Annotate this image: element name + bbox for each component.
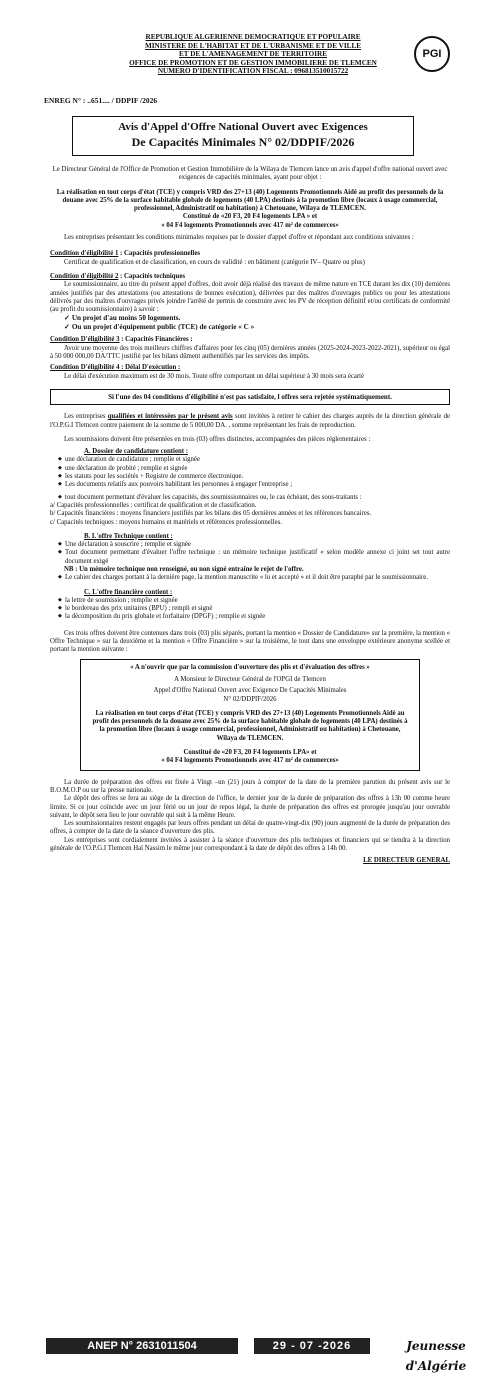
- submissions-paragraph: Les soumissions doivent être présentées en trois (03) offres distinctes, accompagnées des pièces réglementaires :: [64, 435, 371, 443]
- closing-paragraph: Les entreprises sont cordialement invitées à assister à la séance d'ouverture des plis techniques et financiers qui se tiendra à la direction générale de l'O.P.G.I Tlemcen Haï Nassim le même jour correspondant à la date de dépôt des offres à 14h 00.: [50, 836, 450, 852]
- list-item: ◆ Les documents relatifs aux pouvoirs habilitant les personnes à engager l'entreprise ;: [58, 481, 450, 489]
- notice-title-box: [72, 116, 414, 156]
- letterhead-line: OFFICE DE PROMOTION ET DE GESTION IMMOBILIERE DE TLEMCEN: [129, 58, 377, 67]
- condition-1-text: Certificat de qualification et de classification, en cours de validité : en bâtiment (catégorie IV– Quatre ou plus): [64, 258, 365, 266]
- newspaper-logo: Jeunesse d'Algérie: [405, 1339, 467, 1373]
- closing-paragraph: Les soumissionnaires restent engagés par leurs offres pendant un délai de quatre-vingt-dix (90) jours augmenté de la durée de préparation des offres, à compter de la date de la séance d'ouverture des plis.: [50, 820, 450, 836]
- publication-footer: [40, 1336, 490, 1373]
- letterhead-line: NUMERO D'IDENTIFICATION FISCAL : 096813510015722: [157, 67, 349, 76]
- invitation-post: sont invitées à retirer le cahier des charges auprès de la direction générale de l'O.P.G.I Tlemcen contre paiement de la somme de 5 000,00 DA. , somme représentant les frais de reproduction.: [50, 413, 451, 429]
- section-a-heading: A. Dossier de candidature contient :: [84, 448, 188, 456]
- letterhead-line: REPUBLIQUE ALGERIENNE DEMOCRATIQUE ET POPULAIRE: [145, 33, 361, 41]
- technical-note: NB : Un mémoire technique non renseigné, ou non signé entraîne le rejet de l'offre.: [64, 565, 304, 573]
- closing-paragraph: Le dépôt des offres se fera au siège de la direction de l'office, le dernier jour de la durée de préparation des offres à 13h 00 comme heure limite. Si ce jour coïncide avec un jour férié ou un jour de repos légal, la durée de préparation des offres est prorogée jusqu'au jour ouvrable suivant, le dépôt sera lieu le jour ouvrable qui suit à la même Heure.: [50, 795, 450, 819]
- object-line3: « 04 F4 logements Promotionnels avec 417 m² de commerces»: [161, 221, 339, 229]
- notice-title: Avis d'Appel d'Offre National Ouvert avec Exigences: [118, 121, 368, 133]
- notice-body: [50, 166, 450, 866]
- condition-3-text: Avoir une moyenne des trois meilleurs chiffres d'affaires pour les cinq (05) dernières années (2025-2024-2023-2022-2021), supérieur ou égal à 50 000 000,00 DA/TTC justifié par les bilans dûment authentifiés par les services des impôts.: [50, 344, 450, 361]
- condition-2-label: Condition d'éligibilité 2: [50, 272, 119, 280]
- capacity-a: a/ Capacités professionnelles : certificat de qualification et de classification.: [50, 501, 257, 509]
- section-b-list-2: [50, 574, 450, 582]
- condition-4-text: Le délai d'exécution maximum est de 30 mois. Toute offre comportant un délai supérieur à 30 mois sera écarté: [64, 372, 365, 380]
- notice-number: De Capacités Minimales N° 02/DDPIF/2026: [131, 135, 355, 149]
- condition-3-heading: [50, 336, 450, 344]
- rejection-warning-box: Si l'une des 04 conditions d'éligibilité n'est pas satisfaite, l offres sera rejetée systématiquement.: [50, 389, 450, 405]
- condition-2-heading: [50, 273, 450, 281]
- capacity-c: c/ Capacités techniques : moyens humains et matériels et références professionnelles.: [50, 518, 282, 526]
- invitation-paragraph: [50, 413, 450, 430]
- envelope-label-line: « A n'ouvrir que par la commission d'ouverture des plis et d'évaluation des offres »: [130, 663, 370, 671]
- list-item: ◆ Le cahier des charges portant à la dernière page, la mention manuscrite « lu et accepté » et il doit être paraphé par le soumissionnaire.: [58, 574, 450, 582]
- envelope-label-line: « 04 F4 logements Promotionnels avec 417 m² de commerces»: [161, 757, 339, 765]
- letterhead-line: MINISTERE DE L'HABITAT ET DE L'URBANISME ET DE VILLE: [144, 41, 362, 50]
- registration-number: ENREG N° : ..651.... / DDPIF /2026: [44, 96, 158, 105]
- condition-2-check-1: ✓ Un projet d'au moins 50 logements.: [64, 314, 181, 323]
- condition-3-title: : Capacités Financières :: [119, 336, 193, 344]
- letterhead-line: ET DE L'AMENAGEMENT DE TERRITOIRE: [178, 50, 328, 59]
- envelope-label-box: [80, 659, 420, 771]
- invitation-emphasis: qualifiées et intéressées par le présent avis: [107, 413, 233, 421]
- section-a-list: [50, 456, 450, 489]
- publication-date: 29 - 07 -2026: [254, 1338, 370, 1354]
- capacity-b: b/ Capacités financières : moyens financiers justifiés par les bilans des 05 dernières années et les références bancaires.: [50, 510, 372, 518]
- condition-1-label: Condition d'éligibilité 1: [50, 250, 119, 258]
- conditions-intro: Les entreprises présentant les conditions minimales requises par le dossier d'appel d'offre et répondant aux conditions suivantes :: [64, 234, 414, 242]
- condition-2-text: Le soumissionnaire, au titre du présent appel d'offres, doit avoir déjà réalisé des travaux de même nature en TCE durant les dix (10) dernières années justifiés par des attestations (ou attestations de bonnes exécution), délivrées par des maîtres d'ouvrages publics ou pour les attestations délivrés par des maîtres d'ouvrages privés joindre l'arrêté de permis de construire avec les PV de réception définitif et/ou certificats de conformité (au profit du soumissionnaire) à savoir :: [50, 281, 450, 314]
- envelope-label-line: A Monsieur le Directeur Général de l'OPGI de Tlemcen: [174, 675, 326, 683]
- opgi-logo: PGI: [414, 36, 450, 72]
- list-item: ◆ Une déclaration à souscrire ; remplie et signée: [58, 541, 450, 549]
- list-item: ◆ la lettre de soumission ; remplie et signée: [58, 597, 450, 605]
- condition-2-check-2: ✓ Ou un projet d'équipement public (TCE) de catégorie « C »: [64, 323, 255, 332]
- envelope-label-line: N° 02/DDPIF/2026: [223, 695, 277, 703]
- section-a-list-2: [50, 494, 450, 502]
- section-c-list: [50, 597, 450, 622]
- list-item: ◆ la décomposition du prix globale et forfaitaire (DPGF) ; remplie et signée: [58, 613, 450, 621]
- intro-paragraph: Le Directeur Général de l'Office de Promotion et Gestion Immobilière de la Wilaya de Tlemcen lance un avis d'appel d'offre national ouvert avec exigences de capacités minimales, ayant pour objet :: [52, 166, 448, 182]
- object-line2: Constitué de «20 F3, 20 F4 logements LPA » et: [182, 213, 318, 221]
- letterhead: [88, 33, 418, 76]
- anep-number: ANEP N° 2631011504: [46, 1338, 238, 1354]
- condition-2-title: : Capacités techniques: [118, 272, 186, 280]
- envelope-label-line: La réalisation en tout corps d'état (TCE) y compris VRD des 27+13 (40) Logements Promotionnels Aidé au profit des personnels de la douane avec 25% de la surface habitable globale de logements (40 LPA) destinés à la promotion libre (locaux à usage commercial, professionnel, Administratif ou habitation) à Chetouane, Wilaya de TLEMCEN.: [92, 709, 408, 742]
- signature: LE DIRECTEUR GENERAL: [363, 857, 450, 865]
- section-c-heading: C. L'offre financière contient :: [84, 588, 173, 596]
- closing-paragraph: La durée de préparation des offres est fixée à Vingt –un (21) jours à compter de la date de la première parution du présent avis sur le B.O.M.O.P ou sur la presse nationale.: [50, 778, 450, 794]
- list-item: ◆ tout document permettant d'évaluer les capacités, des soumissionnaires ou, le cas échéant, des sous-traitants :: [58, 494, 450, 502]
- list-item: ◆ Tout document permettant d'évaluer l'offre technique : un mémoire technique justificatif « selon modèle annexe ci joint set tout autre document exigé: [58, 549, 450, 566]
- invitation-pre: Les entreprises: [64, 413, 108, 421]
- envelope-label-line: Appel d'Offre National Ouvert avec Exigence De Capacités Minimales: [153, 687, 347, 695]
- section-b-list: [50, 541, 450, 566]
- object-main: La réalisation en tout corps d'état (TCE) y compris VRD des 27+13 (40) Logements Promotionnels Aidé au profit des personnels de la douane avec 25% de la surface habitable globale de logements (40 LPA) destinés à la promotion libre (locaux à usage commercial, professionnel, Administratif ou habitation) à Chetouane, Wilaya de TLEMCEN.: [56, 188, 444, 213]
- list-item: ◆ le bordereau des prix unitaires (BPU) ; rempli et signé: [58, 605, 450, 613]
- list-item: ◆ une déclaration de probité ; remplie et signée: [58, 465, 450, 473]
- envelope-label-line: Constitué de «20 F3, 20 F4 logements LPA» et: [183, 749, 317, 757]
- section-b-heading: B. L'offre Technique contient :: [84, 532, 173, 540]
- envelope-instructions: Ces trois offres doivent être contenues dans trois (03) plis séparés, portant la mention « Dossier de Candidature» sur la première, la mention « Offre Technique » sur la deuxième et la mention « Offre Financière » sur la troisième, le tout dans une enveloppe extérieure anonyme scellée et portant la mention suivante :: [50, 629, 450, 654]
- condition-4-heading: Condition D'éligibilité 4 : Délai D'exécution :: [50, 364, 181, 372]
- condition-1-heading: [50, 250, 450, 258]
- list-item: ◆ une déclaration de candidature ; remplie et signée: [58, 456, 450, 464]
- condition-3-label: Condition D'éligibilité 3: [50, 336, 120, 344]
- list-item: ◆ les statuts pour les sociétés + Registre de commerce électronique.: [58, 473, 450, 481]
- condition-1-title: : Capacités professionnelles: [118, 250, 200, 258]
